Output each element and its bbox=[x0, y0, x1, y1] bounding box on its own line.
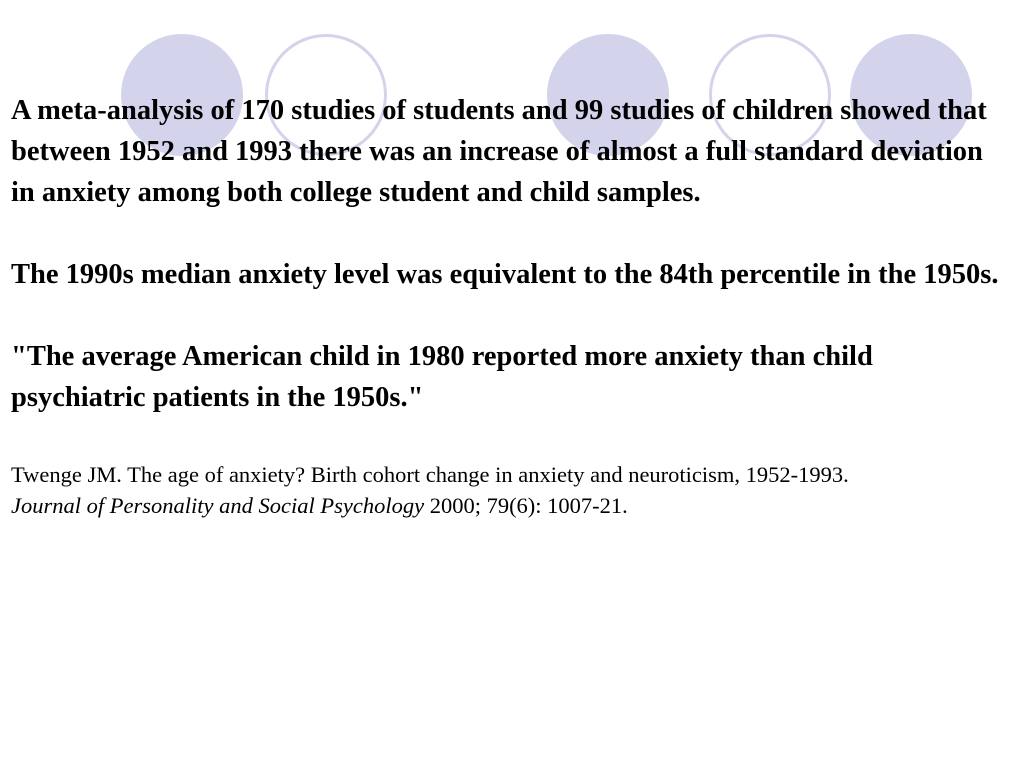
finding-paragraph-median: The 1990s median anxiety level was equivalent to the 84th percentile in the 1950s. bbox=[11, 259, 999, 290]
citation-details: 2000; 79(6): 1007-21. bbox=[424, 493, 628, 518]
citation-authors-title: Twenge JM. The age of anxiety? Birth cohort change in anxiety and neuroticism, 1952-1993. bbox=[11, 462, 849, 487]
citation-journal: Journal of Personality and Social Psychology bbox=[11, 493, 425, 518]
paragraph-spacer bbox=[11, 295, 1011, 336]
citation bbox=[11, 459, 1001, 521]
paragraph-spacer bbox=[11, 418, 1011, 459]
paragraph-spacer bbox=[11, 213, 1011, 254]
finding-paragraph-quote: "The average American child in 1980 reported more anxiety than child psychiatric patients in the 1950s." bbox=[11, 341, 873, 413]
slide-body bbox=[11, 90, 1011, 521]
finding-paragraph-meta-analysis: A meta-analysis of 170 studies of students and 99 studies of children showed that between 1952 and 1993 there was an increase of almost a full standard deviation in anxiety among both college student and child samples. bbox=[11, 95, 987, 208]
